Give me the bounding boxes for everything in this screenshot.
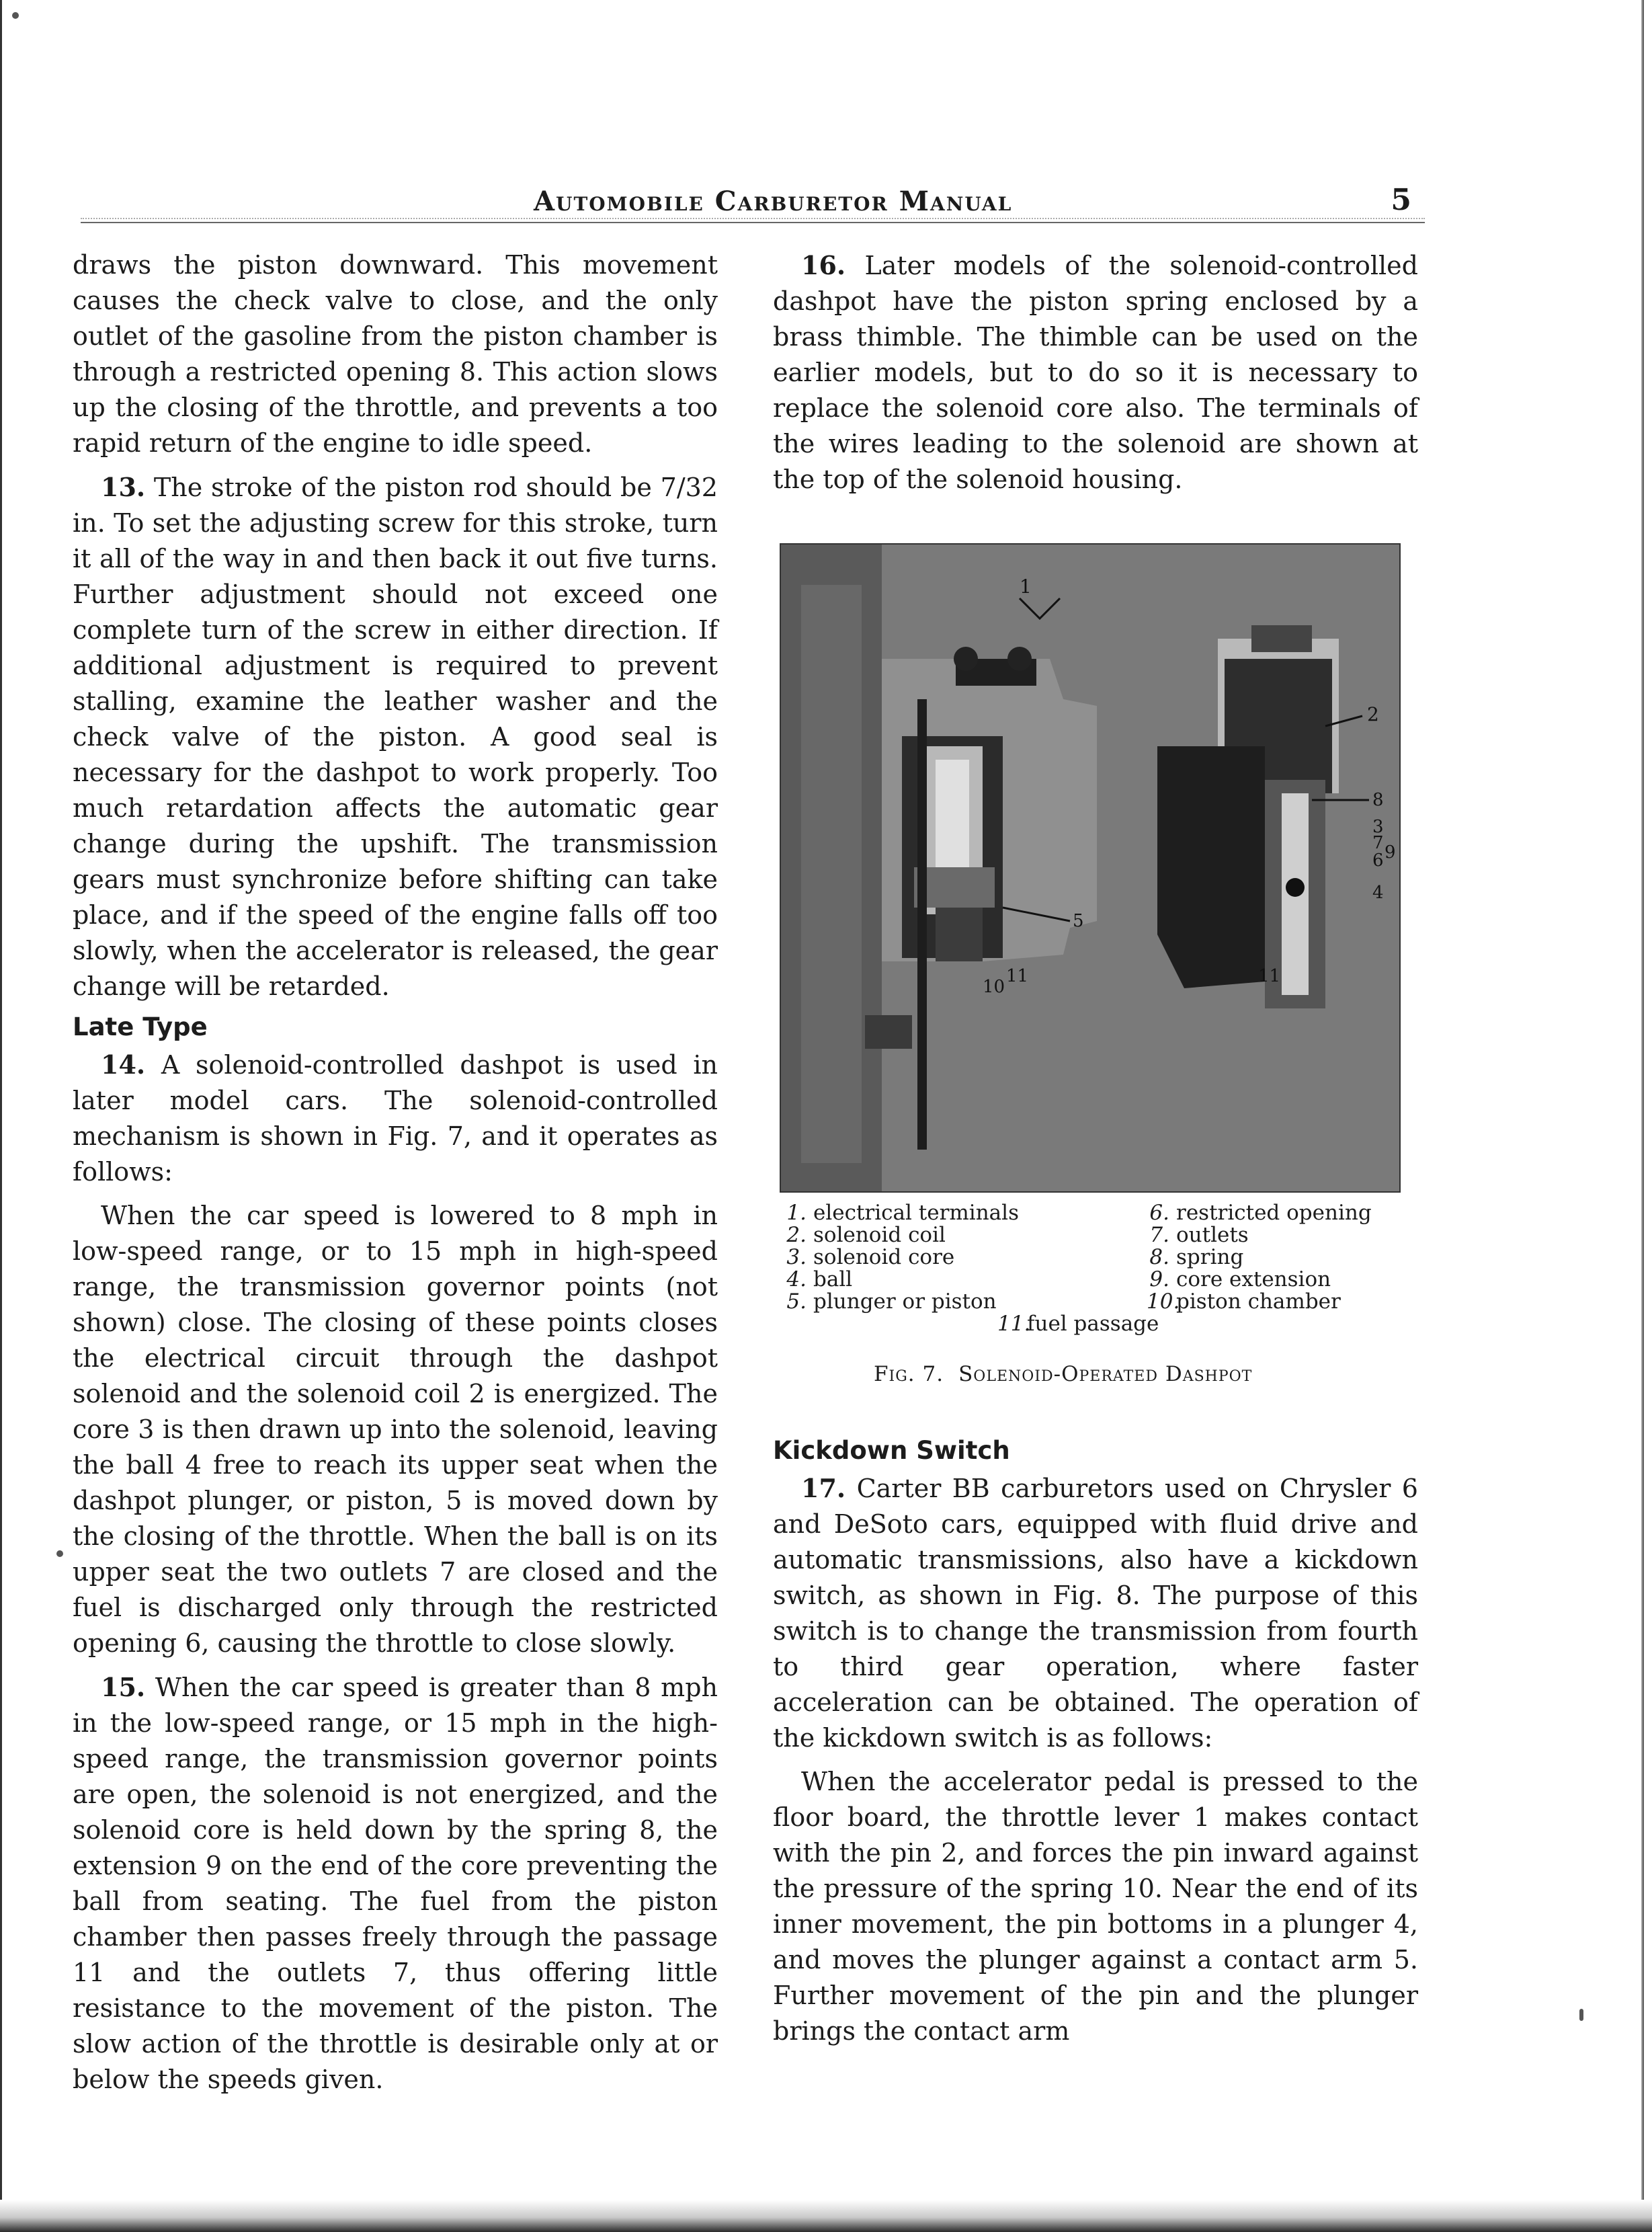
legend-text: piston chamber: [1176, 1289, 1341, 1314]
legend-text: fuel passage: [1027, 1312, 1159, 1336]
ball: [1286, 878, 1305, 897]
paragraph-text: When the car speed is greater than 8 mph in the low-speed range, or 15 mph in the high-speed range, the transmission governor points are open, the solenoid is not energized, and the solenoid core is held down by the spring 8, the extension 9 on the end of the core preventing the ball from seating. The fuel from the piston chamber then passes freely through the passage 11 and the outlets 7, thus offering little resistance to the movement of the piston. The slow action of the throttle is desirable only at or below the speeds given.: [73, 1673, 718, 2094]
running-title: Automobile Carburetor Manual: [524, 186, 1022, 217]
legend-item: [1147, 1224, 1249, 1246]
scan-bottom-shadow: [0, 2200, 1652, 2232]
right-column-top: [773, 247, 1418, 506]
legend-item: [997, 1313, 1159, 1335]
header-dotted-rule: [81, 218, 1425, 219]
callout-label: 9: [1385, 842, 1396, 863]
legend-text: electrical terminals: [813, 1201, 1019, 1225]
left-column: [73, 247, 718, 2106]
solenoid-cap: [1251, 625, 1312, 652]
legend-text: outlets: [1176, 1223, 1249, 1247]
legend-item: [784, 1202, 1019, 1224]
legend-item: [784, 1291, 997, 1313]
legend-text: solenoid coil: [813, 1223, 946, 1247]
paragraph-text: The stroke of the piston rod should be 7/32 in. To set the adjusting screw for this stroke, turn it all of the way in and then back it out five turns. Further adjustment should not exceed one complete turn of the screw in either direction. If additional adjustment is required to prevent stalling, examine the leather washer and the check valve of the piston. A good seal is necessary for the dashpot to work properly. Too much retardation affects the automatic gear change during the upshift. The transmission gears must synchronize before shifting can take place, and if the speed of the engine falls off too slowly, when the accelerator is released, the gear change will be retarded.: [73, 473, 718, 1001]
terminal-left: [954, 647, 978, 671]
paragraph-number: 16.: [801, 250, 846, 280]
legend-item: [1147, 1269, 1331, 1291]
paragraph-number: 13.: [101, 472, 146, 502]
callout-label: 6: [1372, 850, 1384, 871]
right-column-bottom: [773, 1431, 1418, 2057]
paragraph-text: Carter BB carburetors used on Chrysler 6 and DeSoto cars, equipped with fluid drive and automatic transmissions, also have a kickdown switch, as shown in Fig. 8. The purpose of this switch is to change the transmission from fourth to third gear operation, where faster acceleration can be obtained. The operation of the kickdown switch is as follows:: [773, 1474, 1418, 1753]
legend-item: [784, 1246, 954, 1269]
callout-label: 1: [1020, 575, 1032, 598]
paragraph-15: [73, 1669, 718, 2098]
rod-fitting: [865, 1015, 912, 1049]
callout-label: 5: [1073, 911, 1084, 931]
legend-item: [1147, 1202, 1372, 1224]
paragraph-continued: draws the piston downward. This movement causes the check valve to close, and the only outlet of the gasoline from the piston chamber is through a restricted opening 8. This action slows up the closing of the throttle, and prevents a too rapid return of the engine to idle speed.: [73, 250, 718, 458]
page-header: [81, 183, 1425, 223]
legend-number: 2.: [786, 1223, 807, 1247]
legend-item: [1147, 1291, 1341, 1313]
legend-number: 5.: [786, 1289, 807, 1314]
coil-spring-area: [936, 908, 983, 961]
solenoid-core: [1157, 746, 1265, 988]
legend-number: 9.: [1149, 1267, 1169, 1291]
legend-number: 8.: [1149, 1245, 1169, 1269]
paragraph-text: A solenoid-controlled dashpot is used in later model cars. The solenoid-controlled mechanism is shown in Fig. 7, and it operates as follows:: [73, 1050, 718, 1187]
paragraph-17: [773, 1470, 1418, 1756]
legend-item: [784, 1224, 946, 1246]
legend-item: [1147, 1246, 1243, 1269]
scan-edge-left: [0, 0, 2, 2232]
paragraph-13: [73, 469, 718, 1004]
paragraph-number: 15.: [101, 1672, 146, 1702]
legend-text: plunger or piston: [813, 1289, 997, 1314]
scan-speck: [56, 1550, 63, 1557]
paragraph-17-continued: When the accelerator pedal is pressed to the floor board, the throttle lever 1 makes contact with the pin 2, and forces the pin inward against the pressure of the spring 10. Near the end of its inner movement, the pin bottoms in a plunger 4, and moves the plunger against a contact arm 5. Further movement of the pin and the plunger brings the contact arm: [773, 1767, 1418, 2046]
casting-shading: [801, 585, 862, 1163]
callout-label: 11: [1006, 966, 1029, 986]
callout-label: 7: [1372, 833, 1384, 853]
legend-number: 1.: [786, 1201, 807, 1225]
legend-item: [784, 1269, 852, 1291]
callout-label: 4: [1372, 883, 1384, 903]
legend-number: 3.: [786, 1245, 807, 1269]
legend-number: 7.: [1149, 1223, 1169, 1247]
header-rule: [81, 222, 1425, 223]
legend-number: 4.: [786, 1267, 807, 1291]
paragraph-number: 17.: [801, 1473, 846, 1503]
legend-text: restricted opening: [1176, 1201, 1372, 1225]
legend-text: solenoid core: [813, 1245, 955, 1269]
page-number: 5: [1382, 183, 1411, 217]
scan-speck: [12, 12, 19, 19]
scan-speck: [1579, 2009, 1583, 2021]
legend-text: core extension: [1176, 1267, 1331, 1291]
terminal-right: [1007, 647, 1032, 671]
callout-label: 2: [1367, 703, 1379, 725]
legend-number: 10.: [1147, 1289, 1180, 1314]
dashpot-drawing: [781, 545, 1399, 1191]
section-heading-kickdown-switch: Kickdown Switch: [773, 1436, 1010, 1465]
callout-label: 3: [1372, 817, 1384, 837]
callout-label: 10: [983, 977, 1005, 997]
legend-number: 11.: [997, 1312, 1031, 1336]
section-heading-late-type: Late Type: [73, 1012, 208, 1041]
legend-text: spring: [1176, 1245, 1244, 1269]
caption-figure-number: Fig. 7.: [874, 1362, 944, 1386]
paragraph-number: 14.: [101, 1049, 146, 1080]
figure-7-illustration: [780, 543, 1401, 1193]
caption-title: Solenoid-Operated Dashpot: [958, 1362, 1253, 1386]
callout-label: 11: [1258, 966, 1281, 986]
paragraph-14-continued: When the car speed is lowered to 8 mph in low-speed range, or to 15 mph in high-speed range, the transmission governor points (not shown) close. The closing of these points closes the electrical circuit through the dashpot solenoid and the solenoid coil 2 is energized. The core 3 is then drawn up into the solenoid, leaving the ball 4 free to reach its upper seat when the dashpot plunger, or piston, 5 is moved down by the closing of the throttle. When the ball is on its upper seat the two outlets 7 are closed and the fuel is discharged only through the restricted opening 6, causing the throttle to close slowly.: [73, 1201, 718, 1658]
paragraph-14: [73, 1047, 718, 1190]
callout-label: 8: [1372, 790, 1384, 810]
legend-number: 6.: [1149, 1201, 1169, 1225]
figure-caption: [874, 1362, 1344, 1386]
paragraph-text: Later models of the solenoid-controlled dashpot have the piston spring enclosed by a brass thimble. The thimble can be used on the earlier models, but to do so it is necessary to replace the solenoid core also. The terminals of the wires leading to the solenoid are shown at the top of the solenoid housing.: [773, 251, 1418, 494]
scan-edge-right: [1641, 0, 1644, 2232]
paragraph-16: [773, 247, 1418, 497]
legend-text: ball: [813, 1267, 853, 1291]
